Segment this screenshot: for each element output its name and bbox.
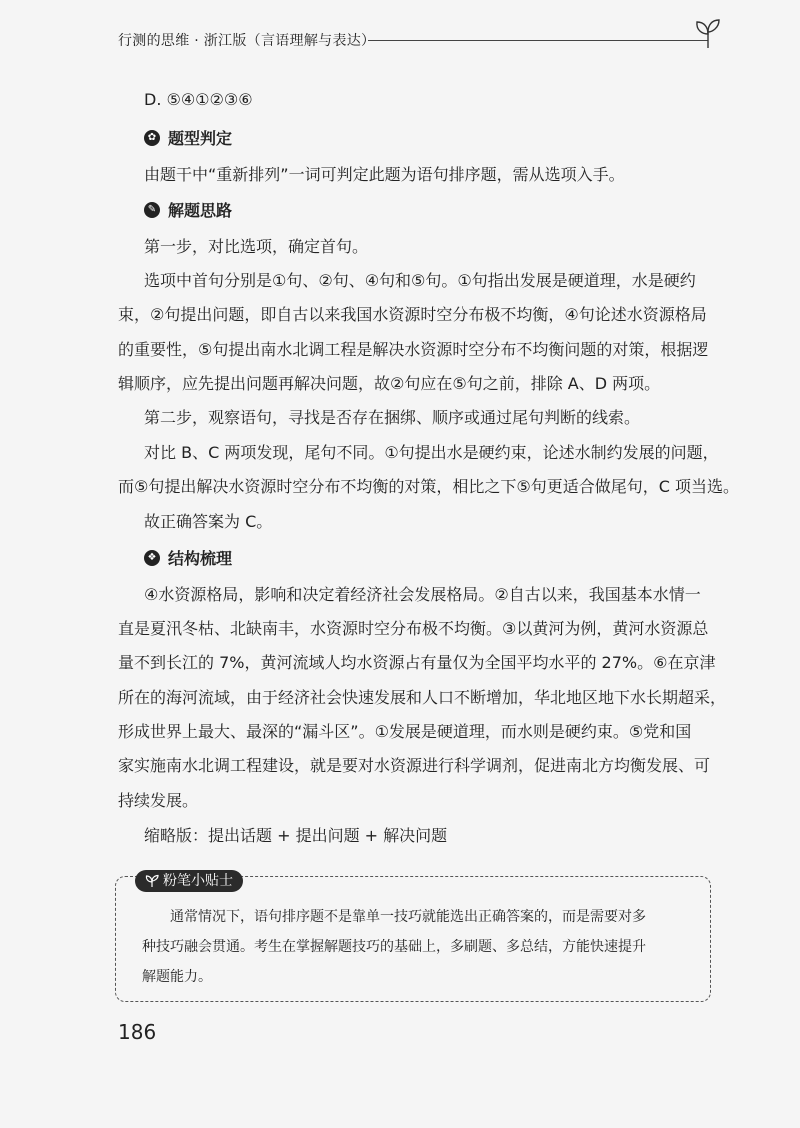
tip-label-text: 粉笔小贴士: [163, 873, 233, 889]
tip-line: 通常情况下，语句排序题不是靠单一技巧就能选出正确答案的，而是需要对多: [170, 909, 646, 925]
structure-icon: ❖: [144, 550, 160, 566]
section-title-approach-label: 解题思路: [168, 201, 233, 220]
structure-line: 所在的海河流域，由于经济社会快速发展和人口不断增加，华北地区地下水长期超采，: [118, 688, 727, 707]
approach-line: 辑顺序，应先提出问题再解决问题，故②句应在⑤句之前，排除 A、D 两项。: [118, 374, 661, 393]
section-title-type-label: 题型判定: [168, 129, 233, 148]
section-title-approach: [144, 198, 232, 221]
structure-line: 持续发展。: [118, 791, 199, 810]
header-rule: [368, 40, 708, 41]
structure-line: 量不到长江的 7%，黄河流域人均水资源占有量仅为全国平均水平的 27%。⑥在京津: [118, 653, 716, 672]
approach-line: 束，②句提出问题，即自古以来我国水资源时空分布极不均衡，④句论述水资源格局: [118, 305, 707, 324]
structure-line: ④水资源格局，影响和决定着经济社会发展格局。②自古以来，我国基本水情一: [144, 585, 701, 604]
structure-line: 形成世界上最大、最深的“漏斗区”。①发展是硬道理，而水则是硬约束。⑤党和国: [118, 722, 692, 741]
lightbulb-icon: ✎: [144, 202, 160, 218]
sprout-icon: [692, 16, 724, 50]
gear-icon: ✿: [144, 130, 160, 146]
approach-line: 的重要性，⑤句提出南水北调工程是解决水资源时空分布不均衡问题的对策，根据逻: [118, 340, 709, 359]
structure-line: 直是夏汛冬枯、北缺南丰，水资源时空分布极不均衡。③以黄河为例，黄河水资源总: [118, 619, 709, 638]
type-text: 由题干中“重新排列”一词可判定此题为语句排序题，需从选项入手。: [144, 165, 625, 184]
approach-line: 第一步，对比选项，确定首句。: [144, 237, 369, 256]
section-title-structure: [144, 546, 232, 569]
sprout-icon: [145, 874, 159, 888]
page-header: [118, 26, 728, 52]
approach-line: 而⑤句提出解决水资源时空分布不均衡的对策，相比之下⑤句更适合做尾句，C 项当选。: [118, 477, 739, 496]
tip-label: [135, 870, 243, 892]
approach-line: 第二步，观察语句，寻找是否存在捆绑、顺序或通过尾句判断的线索。: [144, 408, 641, 427]
option-d-text: D. ⑤④①②③⑥: [144, 90, 253, 109]
structure-line: 家实施南水北调工程建设，就是要对水资源进行科学调剂，促进南北方均衡发展、可: [118, 756, 711, 775]
section-title-type: [144, 126, 232, 149]
page-number: 186: [118, 1020, 157, 1044]
approach-line: 对比 B、C 两项发现，尾句不同。①句提出水是硬约束，论述水制约发展的问题，: [144, 443, 719, 462]
header-title: 行测的思维 · 浙江版（言语理解与表达）: [118, 33, 376, 49]
tip-line: 解题能力。: [142, 969, 212, 985]
section-title-structure-label: 结构梳理: [168, 549, 233, 568]
approach-line: 故正确答案为 C。: [144, 512, 273, 531]
summary-line: 缩略版：提出话题 + 提出问题 + 解决问题: [144, 826, 448, 845]
approach-line: 选项中首句分别是①句、②句、④句和⑤句。①句指出发展是硬道理，水是硬约: [144, 271, 696, 290]
tip-line: 种技巧融会贯通。考生在掌握解题技巧的基础上，多刷题、多总结，方能快速提升: [142, 939, 646, 955]
